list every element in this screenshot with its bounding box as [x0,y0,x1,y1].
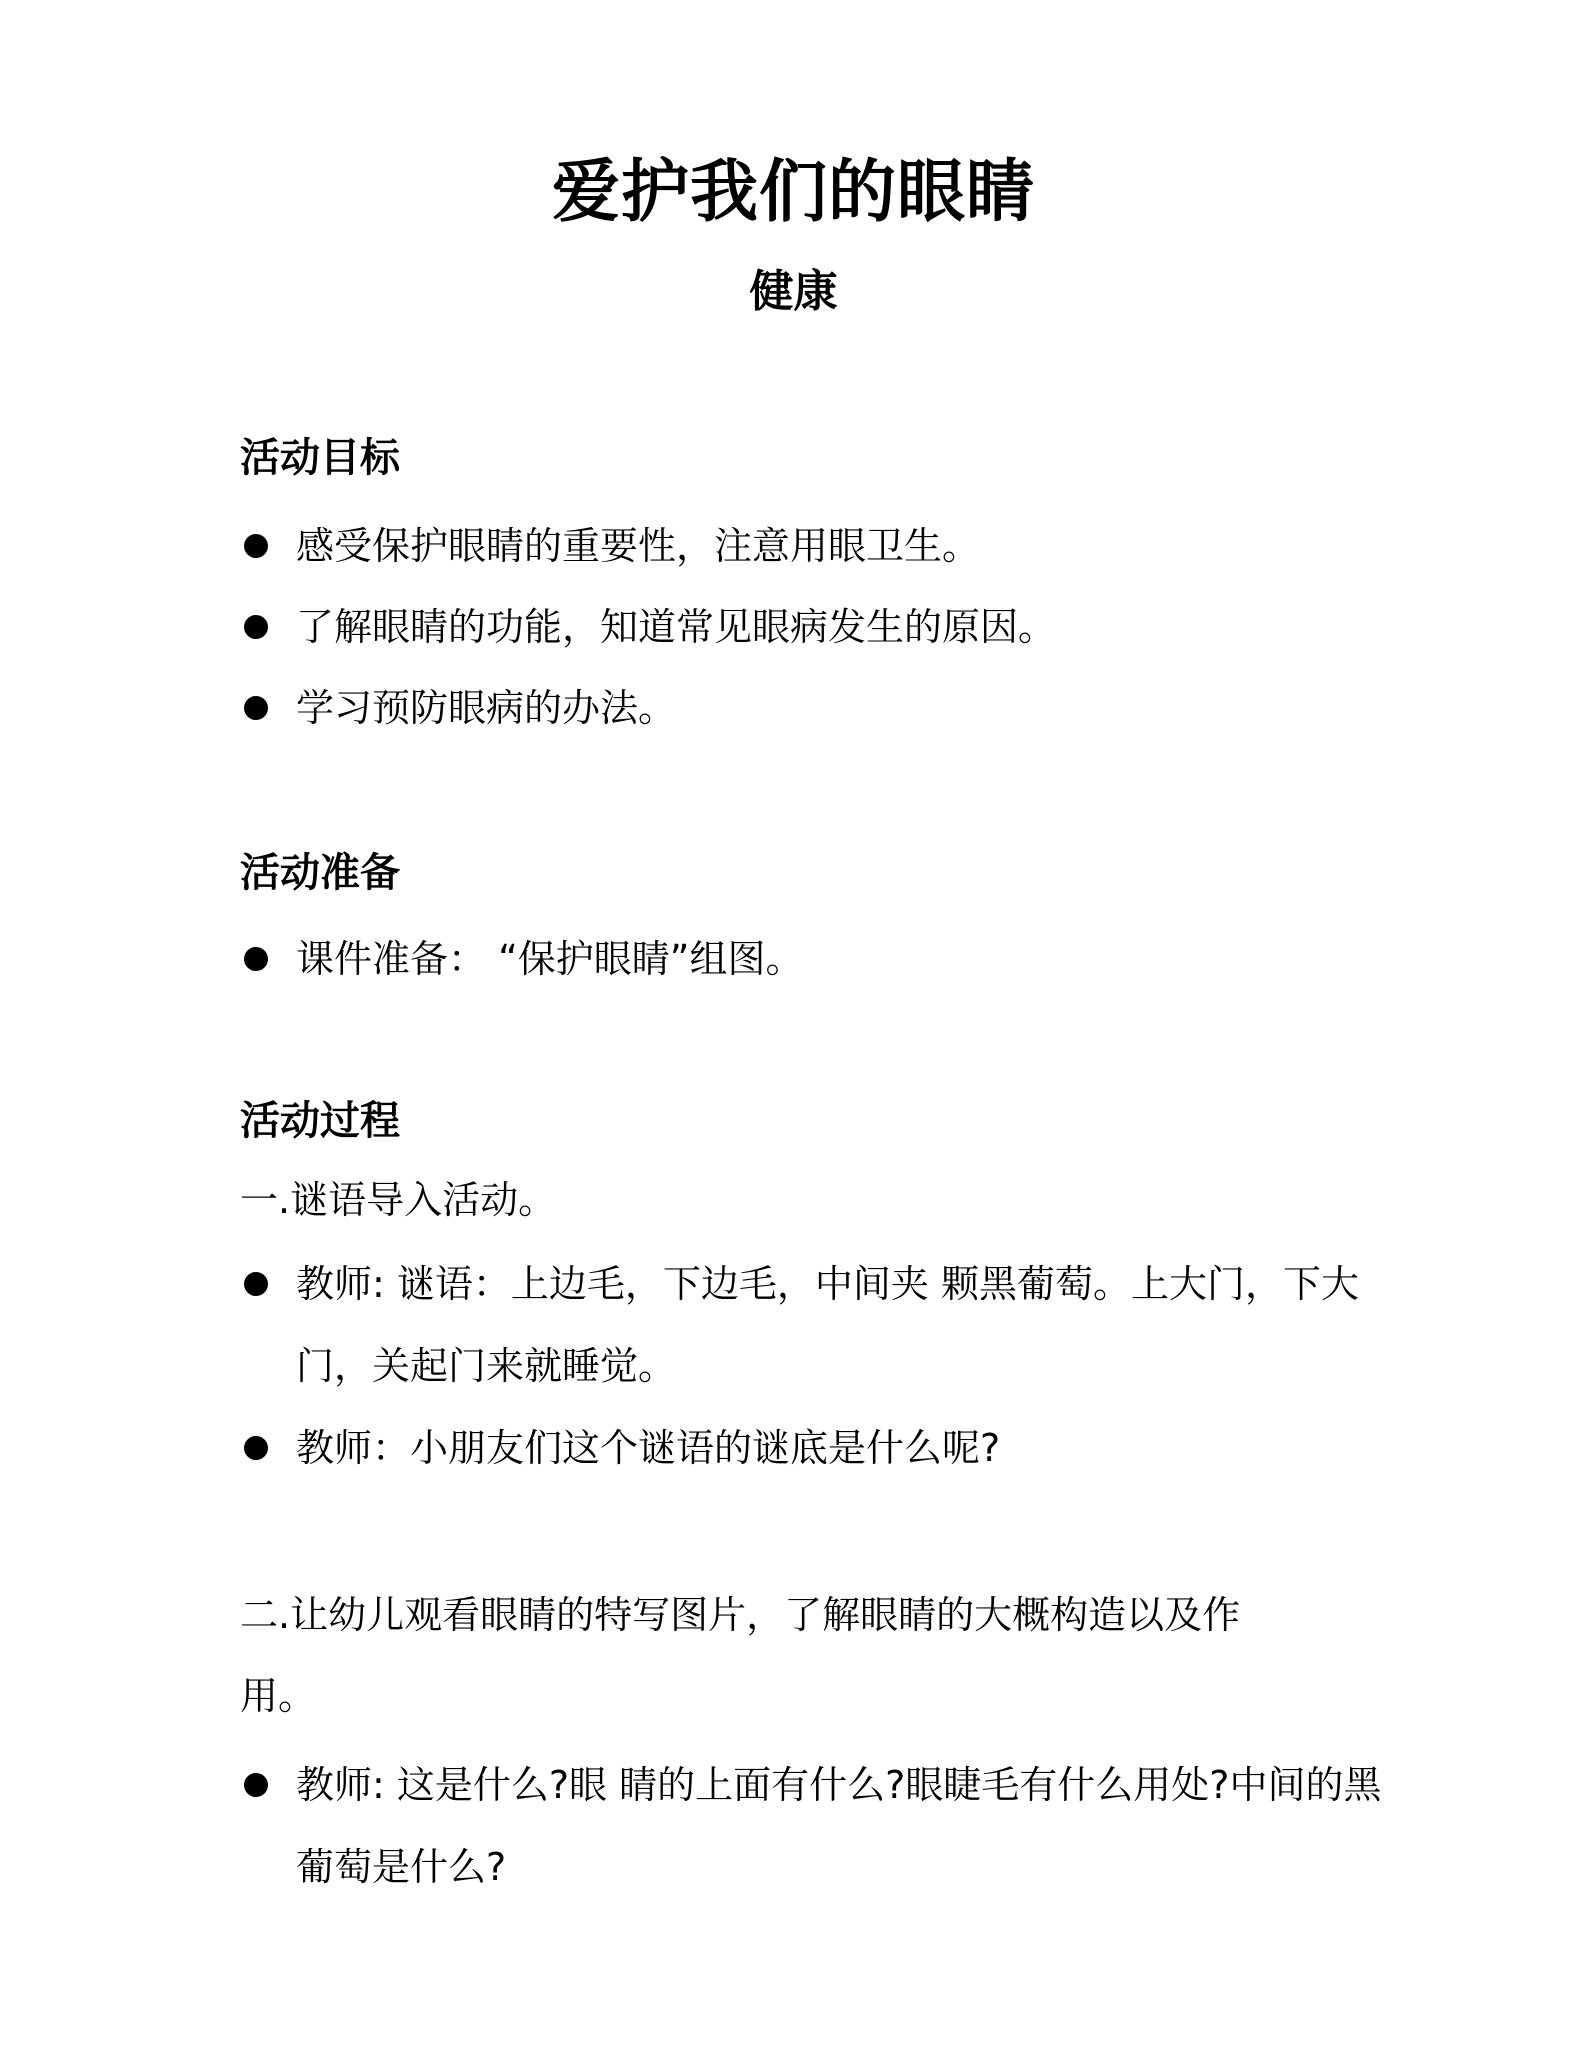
bullet-icon [244,534,268,558]
bullet-icon [244,615,268,639]
list-item-text: 教师: 谜语：上边毛，下边毛，中间夹 颗黑葡萄。上大门，下大门，关起门来就睡觉。 [296,1262,1359,1388]
bullet-icon [244,947,268,971]
section-heading-process: 活动过程 [240,1098,400,1144]
section-heading-goals: 活动目标 [240,435,400,481]
list-item-text: 感受保护眼睛的重要性，注意用眼卫生。 [296,524,981,568]
list-item-text: 了解眼睛的功能，知道常见眼病发生的原因。 [296,605,1057,649]
step-label-1: 一.谜语导入活动。 [240,1178,557,1222]
list-item-text: 学习预防眼病的办法。 [296,686,677,730]
bullet-icon [244,1436,268,1460]
list-item-text: 教师: 这是什么?眼 睛的上面有什么?眼睫毛有什么用处?中间的黑葡萄是什么? [296,1763,1382,1889]
bullet-icon [244,696,268,720]
step-label-2-line1: 二.让幼儿观看眼睛的特写图片，了解眼睛的大概构造以及作 [240,1593,1241,1637]
bullet-icon [244,1272,268,1296]
section-heading-preparation: 活动准备 [240,850,400,896]
document-title: 爱护我们的眼睛 [551,153,1035,232]
document-subtitle: 健康 [749,266,838,317]
step-label-2-line2: 用。 [240,1674,317,1718]
list-item-text: 教师：小朋友们这个谜语的谜底是什么呢? [296,1426,1001,1470]
bullet-icon [244,1773,268,1797]
list-item-text: 课件准备： “保护眼睛”组图。 [296,937,804,981]
